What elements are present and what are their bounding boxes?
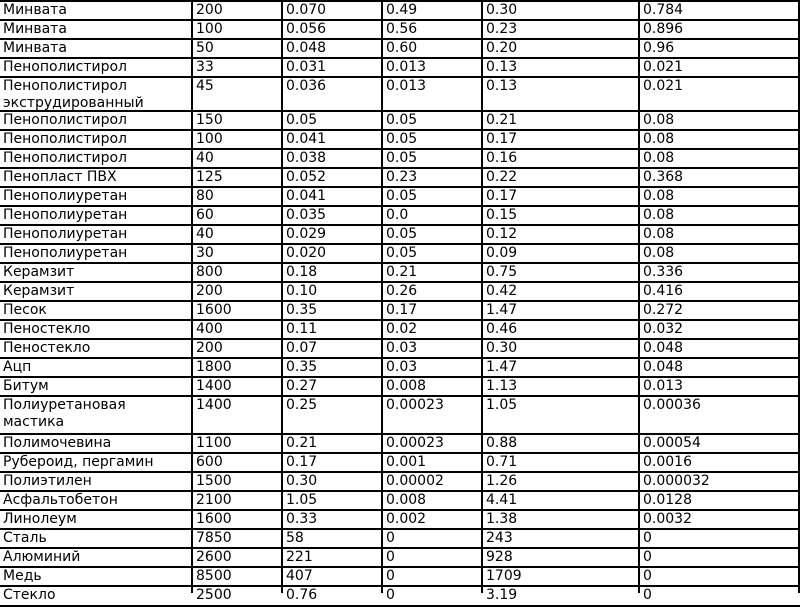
material-name-cell: Стекло [3,587,56,603]
value-cell-5: 0.21 [486,112,518,128]
material-name-cell: Пенополиуретан [3,245,128,261]
value-cell-3: 0.76 [286,587,318,603]
material-name-cell: Пенополистирол экструдированный [3,78,144,110]
material-name-cell: Пенополистирол [3,150,127,166]
value-cell-5: 1.05 [486,397,518,413]
value-cell-4: 0.05 [386,245,418,261]
value-cell-6: 0 [643,530,652,546]
value-cell-6: 0.08 [643,150,675,166]
value-cell-4: 0.013 [386,78,427,94]
material-name-cell: Полиуретановая мастика [3,397,126,430]
value-cell-5: 0.23 [486,21,518,37]
value-cell-3: 0.17 [286,454,318,470]
value-cell-6: 0.896 [643,21,684,37]
value-cell-5: 0.88 [486,435,518,451]
value-cell-4: 0.05 [386,150,418,166]
table-row [0,40,800,59]
value-cell-5: 243 [486,530,513,546]
value-cell-6: 0.784 [643,2,684,18]
value-cell-5: 0.75 [486,264,518,280]
material-name-cell: Алюминий [3,549,81,565]
table-row [0,264,800,283]
value-cell-5: 0.15 [486,207,518,223]
table-row [0,321,800,340]
value-cell-3: 0.048 [286,40,327,56]
column-divider [481,0,483,593]
value-cell-3: 0.35 [286,302,318,318]
value-cell-3: 0.30 [286,473,318,489]
table-row [0,435,800,454]
value-cell-3: 0.11 [286,321,318,337]
value-cell-4: 0.26 [386,283,418,299]
material-name-cell: Пенополистирол [3,131,127,147]
value-cell-5: 1.13 [486,378,518,394]
material-name-cell: Полимочевина [3,435,112,451]
value-cell-6: 0.08 [643,226,675,242]
value-cell-4: 0.00002 [386,473,444,489]
material-name-cell: Минвата [3,21,67,37]
density-cell: 1600 [196,302,232,318]
table-row [0,150,800,169]
table-row [0,359,800,378]
material-name-cell: Сталь [3,530,47,546]
value-cell-3: 0.07 [286,340,318,356]
table-row [0,112,800,131]
material-name-cell: Медь [3,568,42,584]
value-cell-3: 0.35 [286,359,318,375]
value-cell-6: 0.336 [643,264,684,280]
value-cell-6: 0.272 [643,302,684,318]
value-cell-4: 0.03 [386,359,418,375]
value-cell-4: 0.002 [386,511,427,527]
material-name-cell: Минвата [3,40,67,56]
density-cell: 125 [196,169,223,185]
value-cell-5: 0.09 [486,245,518,261]
table-row [0,188,800,207]
table-row [0,378,800,397]
density-cell: 1100 [196,435,232,451]
density-cell: 33 [196,59,214,75]
value-cell-6: 0 [643,587,652,603]
value-cell-3: 0.10 [286,283,318,299]
table-row [0,169,800,188]
value-cell-5: 1.38 [486,511,518,527]
value-cell-6: 0.08 [643,131,675,147]
material-name-cell: Полиэтилен [3,473,92,489]
value-cell-6: 0.048 [643,340,684,356]
density-cell: 100 [196,21,223,37]
value-cell-5: 928 [486,549,513,565]
value-cell-3: 407 [286,568,313,584]
value-cell-4: 0.0 [386,207,409,223]
value-cell-5: 0.42 [486,283,518,299]
density-cell: 200 [196,283,223,299]
table-row [0,492,800,511]
value-cell-4: 0 [386,568,395,584]
density-cell: 30 [196,245,214,261]
table-row [0,587,800,607]
value-cell-5: 3.19 [486,587,518,603]
material-name-cell: Пенополиуретан [3,207,128,223]
value-cell-3: 58 [286,530,304,546]
value-cell-6: 0.416 [643,283,684,299]
density-cell: 2600 [196,549,232,565]
value-cell-4: 0.008 [386,492,427,508]
material-name-cell: Пеностекло [3,340,91,356]
value-cell-4: 0.001 [386,454,427,470]
value-cell-4: 0.56 [386,21,418,37]
value-cell-4: 0 [386,549,395,565]
value-cell-4: 0.49 [386,2,418,18]
material-name-cell: Керамзит [3,283,75,299]
value-cell-5: 1.47 [486,359,518,375]
value-cell-3: 0.041 [286,131,327,147]
table-row [0,245,800,264]
table-row [0,59,800,78]
value-cell-5: 0.12 [486,226,518,242]
value-cell-6: 0.08 [643,112,675,128]
column-divider [281,0,283,593]
density-cell: 2100 [196,492,232,508]
value-cell-4: 0.00023 [386,397,444,413]
density-cell: 1600 [196,511,232,527]
table-row [0,454,800,473]
value-cell-6: 0.08 [643,207,675,223]
value-cell-5: 0.22 [486,169,518,185]
value-cell-6: 0.00054 [643,435,701,451]
density-cell: 400 [196,321,223,337]
material-name-cell: Пеностекло [3,321,91,337]
value-cell-6: 0.0128 [643,492,692,508]
column-divider [638,0,640,593]
table-row [0,131,800,150]
table-row [0,226,800,245]
value-cell-6: 0.368 [643,169,684,185]
material-name-cell: Пенополистирол [3,112,127,128]
material-name-cell: Линолеум [3,511,77,527]
value-cell-3: 0.25 [286,397,318,413]
value-cell-5: 1.47 [486,302,518,318]
value-cell-4: 0.02 [386,321,418,337]
value-cell-4: 0.013 [386,59,427,75]
value-cell-4: 0.05 [386,188,418,204]
value-cell-6: 0.0016 [643,454,692,470]
table-row [0,473,800,492]
material-name-cell: Минвата [3,2,67,18]
value-cell-5: 0.46 [486,321,518,337]
value-cell-6: 0.021 [643,59,684,75]
column-divider [191,0,193,593]
density-cell: 40 [196,226,214,242]
value-cell-6: 0.00036 [643,397,701,413]
value-cell-4: 0.03 [386,340,418,356]
value-cell-5: 0.17 [486,131,518,147]
density-cell: 200 [196,340,223,356]
density-cell: 1400 [196,397,232,413]
value-cell-3: 0.031 [286,59,327,75]
table-row [0,207,800,226]
table-row [0,568,800,587]
density-cell: 150 [196,112,223,128]
value-cell-3: 0.052 [286,169,327,185]
density-cell: 8500 [196,568,232,584]
value-cell-6: 0 [643,549,652,565]
value-cell-3: 1.05 [286,492,318,508]
density-cell: 7850 [196,530,232,546]
value-cell-6: 0.000032 [643,473,710,489]
value-cell-3: 0.035 [286,207,327,223]
value-cell-4: 0.05 [386,131,418,147]
value-cell-5: 1.26 [486,473,518,489]
density-cell: 2500 [196,587,232,603]
density-cell: 1400 [196,378,232,394]
density-cell: 50 [196,40,214,56]
value-cell-5: 0.17 [486,188,518,204]
density-cell: 1500 [196,473,232,489]
table-row [0,283,800,302]
value-cell-3: 0.18 [286,264,318,280]
value-cell-4: 0.05 [386,112,418,128]
value-cell-3: 0.029 [286,226,327,242]
table-row [0,397,800,435]
table-row [0,2,800,21]
value-cell-3: 0.27 [286,378,318,394]
value-cell-5: 0.71 [486,454,518,470]
value-cell-3: 0.038 [286,150,327,166]
material-name-cell: Рубероид, пергамин [3,454,154,470]
density-cell: 80 [196,188,214,204]
density-cell: 200 [196,2,223,18]
value-cell-6: 0.08 [643,188,675,204]
material-name-cell: Битум [3,378,49,394]
density-cell: 100 [196,131,223,147]
density-cell: 45 [196,78,214,94]
table-row [0,340,800,359]
value-cell-5: 0.20 [486,40,518,56]
material-name-cell: Асфальтобетон [3,492,118,508]
value-cell-3: 0.21 [286,435,318,451]
density-cell: 40 [196,150,214,166]
value-cell-4: 0.00023 [386,435,444,451]
value-cell-3: 0.33 [286,511,318,527]
value-cell-4: 0.17 [386,302,418,318]
value-cell-3: 0.036 [286,78,327,94]
value-cell-5: 1709 [486,568,522,584]
value-cell-3: 0.070 [286,2,327,18]
density-cell: 800 [196,264,223,280]
table-row [0,530,800,549]
material-name-cell: Керамзит [3,264,75,280]
density-cell: 600 [196,454,223,470]
material-name-cell: Ацп [3,359,32,375]
value-cell-6: 0.96 [643,40,675,56]
column-divider [381,0,383,593]
value-cell-4: 0 [386,530,395,546]
material-name-cell: Пенополиуретан [3,226,128,242]
value-cell-3: 0.041 [286,188,327,204]
value-cell-6: 0.048 [643,359,684,375]
value-cell-4: 0.60 [386,40,418,56]
material-name-cell: Пенополиуретан [3,188,128,204]
density-cell: 1800 [196,359,232,375]
value-cell-4: 0.05 [386,226,418,242]
table-row [0,302,800,321]
table-row [0,549,800,568]
value-cell-6: 0.032 [643,321,684,337]
value-cell-6: 0.0032 [643,511,692,527]
table-row [0,21,800,40]
material-name-cell: Песок [3,302,47,318]
table-row [0,511,800,530]
value-cell-3: 0.020 [286,245,327,261]
value-cell-4: 0.21 [386,264,418,280]
value-cell-5: 0.30 [486,340,518,356]
material-name-cell: Пенопласт ПВХ [3,169,117,185]
value-cell-5: 0.30 [486,2,518,18]
density-cell: 60 [196,207,214,223]
value-cell-3: 0.056 [286,21,327,37]
value-cell-4: 0 [386,587,395,603]
value-cell-6: 0.021 [643,78,684,94]
table-row [0,78,800,112]
value-cell-3: 0.05 [286,112,318,128]
value-cell-5: 0.13 [486,78,518,94]
material-name-cell: Пенополистирол [3,59,127,75]
value-cell-3: 221 [286,549,313,565]
value-cell-6: 0 [643,568,652,584]
value-cell-5: 0.13 [486,59,518,75]
value-cell-5: 4.41 [486,492,518,508]
value-cell-4: 0.23 [386,169,418,185]
value-cell-4: 0.008 [386,378,427,394]
value-cell-5: 0.16 [486,150,518,166]
value-cell-6: 0.013 [643,378,684,394]
value-cell-6: 0.08 [643,245,675,261]
